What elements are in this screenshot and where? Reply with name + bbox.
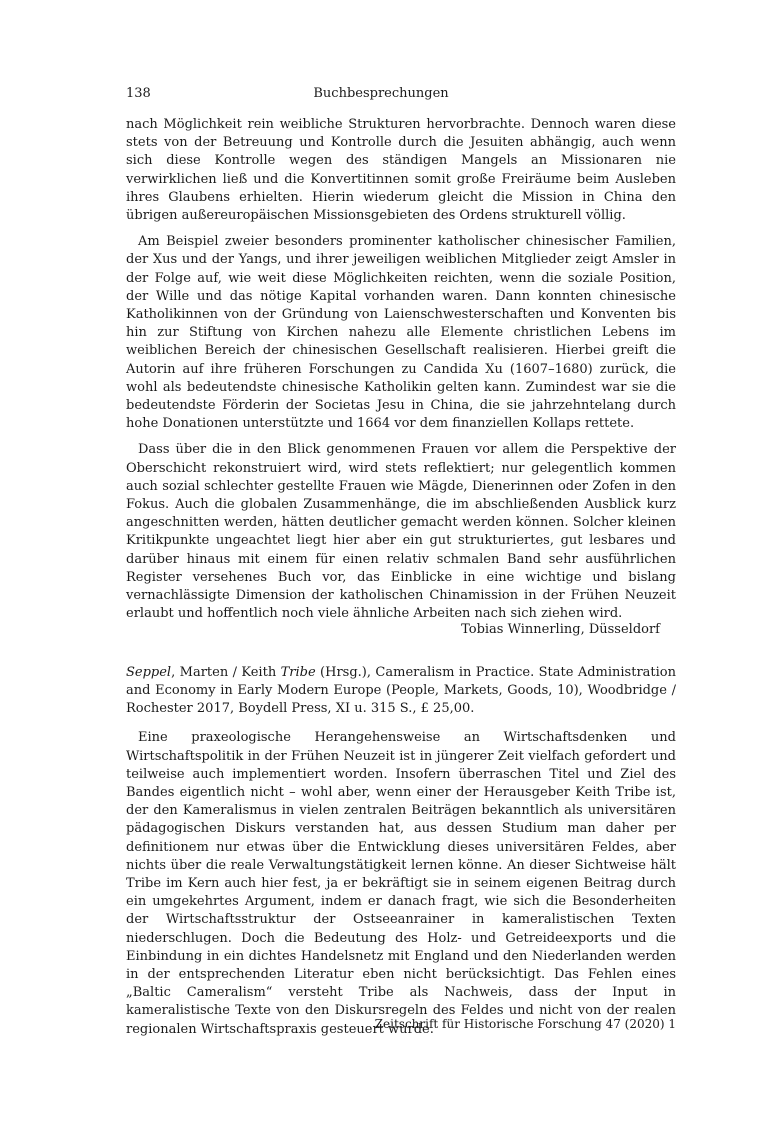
- editor1-rest: , Marten / Keith: [171, 664, 281, 680]
- review1-signature: Tobias Winnerling, Düsseldorf: [461, 622, 660, 638]
- editor2-surname: Tribe: [280, 664, 316, 680]
- running-title: Buchbesprechungen: [313, 86, 449, 101]
- review-text-block: [126, 116, 676, 1039]
- editor1-surname: Seppel: [126, 664, 172, 680]
- review2-bibliographic-heading: [126, 664, 676, 719]
- review1-paragraph-1: nach Möglichkeit rein weibliche Strukturen hervorbrachte. Dennoch waren diese stets von der Betreuung und Kontrolle durch die Jesuiten abhängig, auch wenn sich diese Kontrolle wegen des ständigen Mangels an Missionaren nie verwirklichen ließ und die Konvertitinnen somit große Freiräume beim Ausleben ihres Glaubens erhielten. Hierin wiederum gleicht die Mission in China den übrigen außereuropäischen Missionsgebieten des Ordens strukturell völlig.: [126, 117, 676, 224]
- journal-footer: Zeitschrift für Historische Forschung 47 (2020) 1: [374, 1017, 676, 1031]
- page-number: 138: [126, 86, 151, 101]
- bibliographic-details: (Hrsg.), Cameralism in Practice. State Administration and Economy in Early Modern Europe (People, Markets, Goods, 10), Woodbridge / Rochester 2017, Boydell Press, XI u. 315 S., £ 25,00.: [126, 664, 676, 717]
- review1-paragraph-2: Am Beispiel zweier besonders prominenter katholischer chinesischer Familien, der Xus und der Yangs, und ihrer jeweiligen weiblichen Mitglieder zeigt Amsler in der Folge auf, wie weit diese Möglichkeiten reichten, wenn die soziale Position, der Wille und das nötige Kapital vorhanden waren. Dann konnten chinesische Katholikinnen von der Gründung von Laienschwesterschaften und Konventen bis hin zur Stiftung von Kirchen nahezu alle Elemente christlichen Lebens im weiblichen Bereich der chinesischen Gesellschaft realisieren. Hierbei greift die Autorin auf ihre früheren Forschungen zu Candida Xu (1607–1680) zurück, die wohl als bedeutendste chinesische Katholikin gelten kann. Zumindest war sie die bedeutendste Förderin der Societas Jesu in China, die sie jahrzehntelang durch hohe Donationen unterstützte und 1664 vor dem finanziellen Kollaps rettete.: [126, 234, 676, 432]
- review2-paragraph-1: Eine praxeologische Herangehensweise an Wirtschaftsdenken und Wirtschaftspolitik in der Frühen Neuzeit ist in jüngerer Zeit vielfach gefordert und teilweise auch implementiert worden. Insofern überraschen Titel und Ziel des Bandes eigentlich nicht – wohl aber, wenn einer der Herausgeber Keith Tribe ist, der den Kameralismus in vielen zentralen Beiträgen bekanntlich als universitären pädagogischen Diskurs verstanden hat, aus dessen Studium man daher per definitionem nur etwas über die Entwicklung dieses universitären Feldes, aber nichts über die reale Verwaltungstätigkeit lernen könne. An dieser Sichtweise hält Tribe im Kern auch hier fest, ja er bekräftigt sie in seinem eigenen Beitrag durch ein umgekehrtes Argument, indem er danach fragt, wie sich die Besonderheiten der Wirtschaftsstruktur der Ostseeanrainer in kameralistischen Texten niederschlugen. Doch die Bedeutung des Holz- und Getreideexports und die Einbindung in ein dichtes Handelsnetz mit England und den Niederlanden werden in der entsprechenden Literatur eben nicht berücksichtigt. Das Fehlen eines „Baltic Cameralism“ versteht Tribe als Nachweis, dass der Input in kameralistische Texte von den Diskursregeln des Feldes und nicht von der realen regionalen Wirtschaftspraxis gesteuert wurde.: [126, 730, 676, 1037]
- review1-paragraph-3: Dass über die in den Blick genommenen Frauen vor allem die Perspektive der Oberschicht rekonstruiert wird, wird stets reflektiert; nur gelegentlich kommen auch sozial schlechter gestellte Frauen wie Mägde, Dienerinnen oder Zofen in den Fokus. Auch die globalen Zusammenhänge, die im abschließenden Ausblick kurz angeschnitten werden, hätten deutlicher gemacht werden können. Solcher kleinen Kritikpunkte ungeachtet liegt hier aber ein gut strukturiertes, gut lesbares und darüber hinaus mit einem für einen relativ schmalen Band sehr ausführlichen Register versehenes Buch vor, das Einblicke in eine wichtige und bislang vernachlässigte Dimension der katholischen Chinamission in der Frühen Neuzeit erlaubt und hoffentlich noch viele ähnliche Arbeiten nach sich ziehen wird.: [126, 442, 676, 622]
